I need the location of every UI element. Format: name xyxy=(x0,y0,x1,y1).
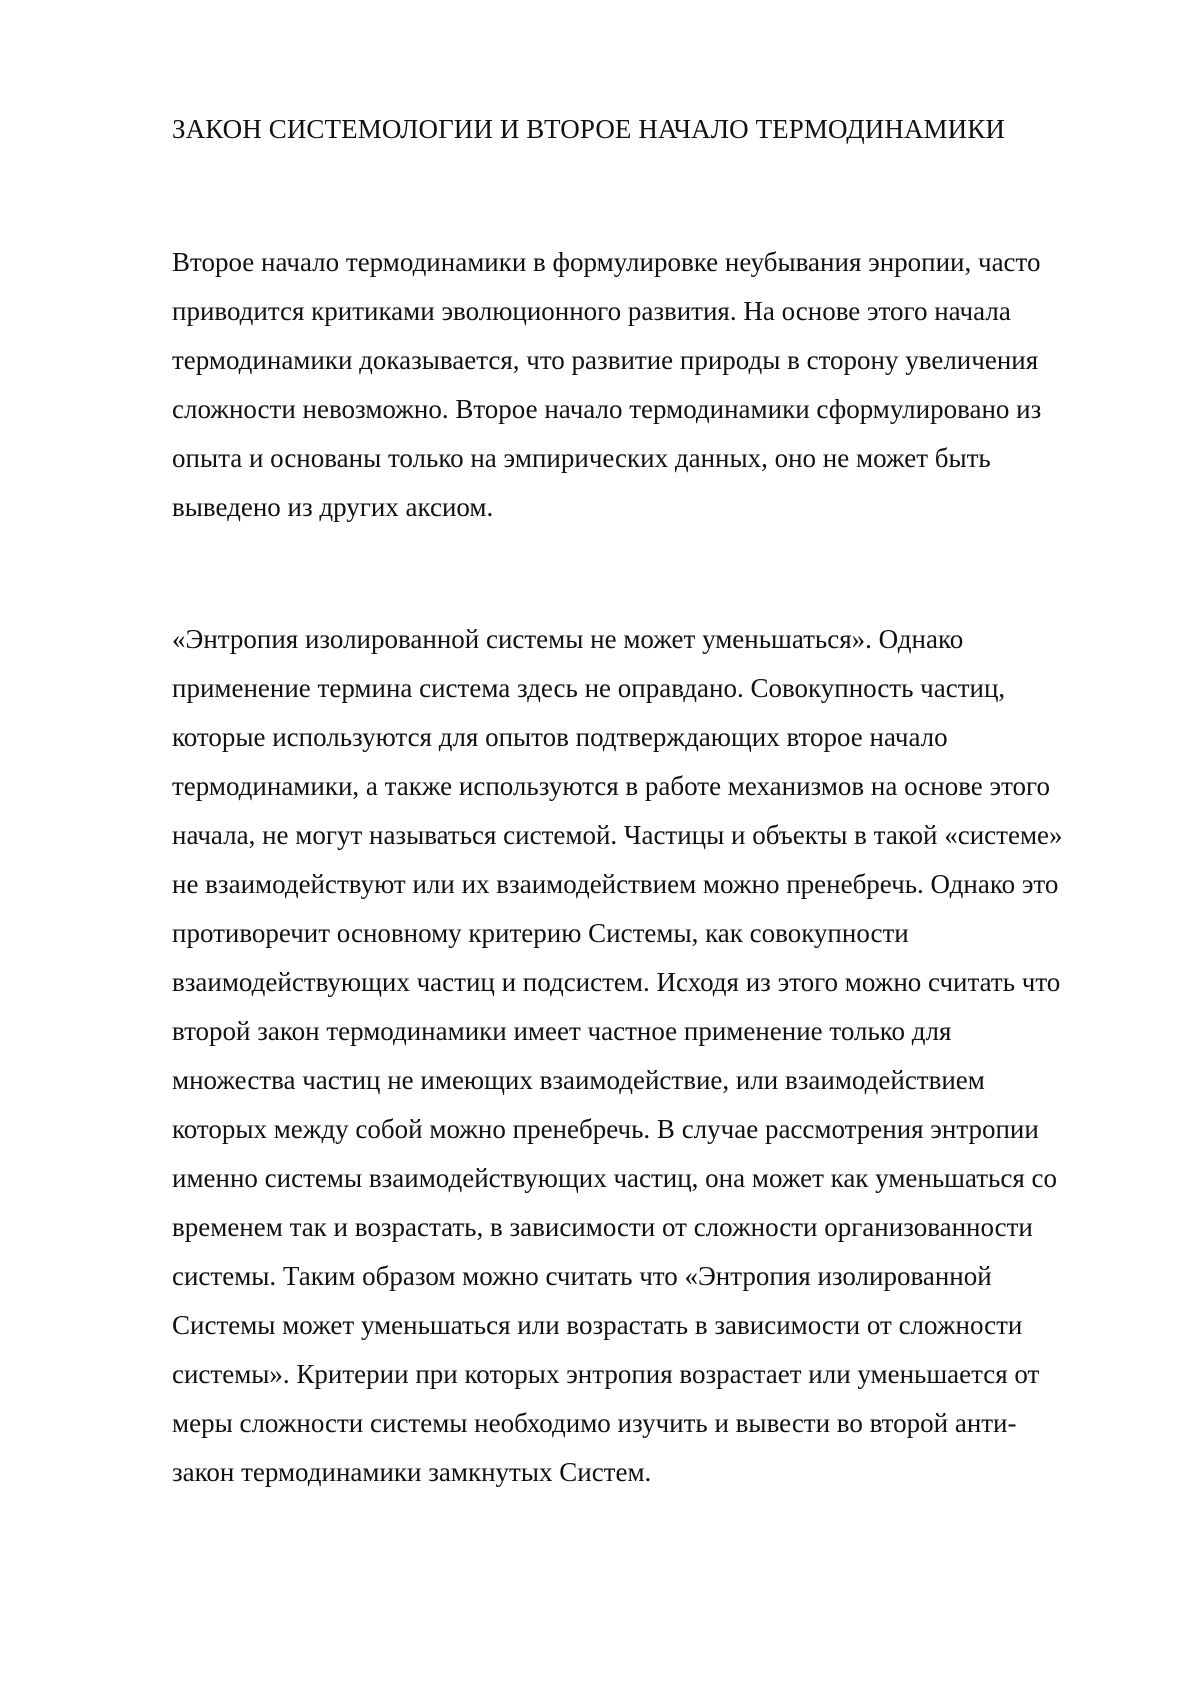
paragraph-line: Системы может уменьшаться или возрастать в зависимости от сложности xyxy=(172,1310,1023,1340)
paragraph-line: термодинамики доказывается, что развитие природы в сторону увеличения xyxy=(172,345,1039,375)
paragraph-line: которые используются для опытов подтверждающих второе начало xyxy=(172,722,948,752)
paragraph-line: второй закон термодинамики имеет частное применение только для xyxy=(172,1016,952,1046)
paragraph-line: сложности невозможно. Второе начало термодинамики сформулировано из xyxy=(172,394,1042,424)
paragraph-line: начала, не могут называться системой. Частицы и объекты в такой «системе» xyxy=(172,820,1063,850)
paragraph-line: которых между собой можно пренебречь. В случае рассмотрения энтропии xyxy=(172,1114,1039,1144)
paragraph-line: приводится критиками эволюционного развития. На основе этого начала xyxy=(172,296,1011,326)
paragraph-line: противоречит основному критерию Системы, как совокупности xyxy=(172,918,909,948)
paragraph-line: применение термина система здесь не оправдано. Совокупность частиц, xyxy=(172,673,1006,703)
paragraph-line: взаимодействующих частиц и подсистем. Исходя из этого можно считать что xyxy=(172,967,1061,997)
paragraph-1 xyxy=(172,238,1132,532)
paragraph-line: не взаимодействуют или их взаимодействием можно пренебречь. Однако это xyxy=(172,869,1059,899)
paragraph-line: опыта и основаны только на эмпирических данных, оно не может быть xyxy=(172,443,991,473)
paragraph-line: системы. Таким образом можно считать что «Энтропия изолированной xyxy=(172,1261,992,1291)
paragraph-line: Второе начало термодинамики в формулировке неубывания энропии, часто xyxy=(172,247,1041,277)
paragraph-line: выведено из других аксиом. xyxy=(172,492,494,522)
paragraph-line: системы». Критерии при которых энтропия возрастает или уменьшается от xyxy=(172,1359,1040,1389)
paragraph-line: термодинамики, а также используются в работе механизмов на основе этого xyxy=(172,771,1050,801)
paragraph-line: множества частиц не имеющих взаимодействие, или взаимодействием xyxy=(172,1065,985,1095)
paragraph-line: временем так и возрастать, в зависимости от сложности организованности xyxy=(172,1212,1033,1242)
paragraph-line: закон термодинамики замкнутых Систем. xyxy=(172,1457,652,1487)
document-title: ЗАКОН СИСТЕМОЛОГИИ И ВТОРОЕ НАЧАЛО ТЕРМОДИНАМИКИ xyxy=(172,114,1005,144)
paragraph-line: меры сложности системы необходимо изучить и вывести во второй анти- xyxy=(172,1408,1017,1438)
paragraph-2 xyxy=(172,615,1132,1497)
paragraph-line: «Энтропия изолированной системы не может уменьшаться». Однако xyxy=(172,624,964,654)
paragraph-line: именно системы взаимодействующих частиц, она может как уменьшаться со xyxy=(172,1163,1057,1193)
